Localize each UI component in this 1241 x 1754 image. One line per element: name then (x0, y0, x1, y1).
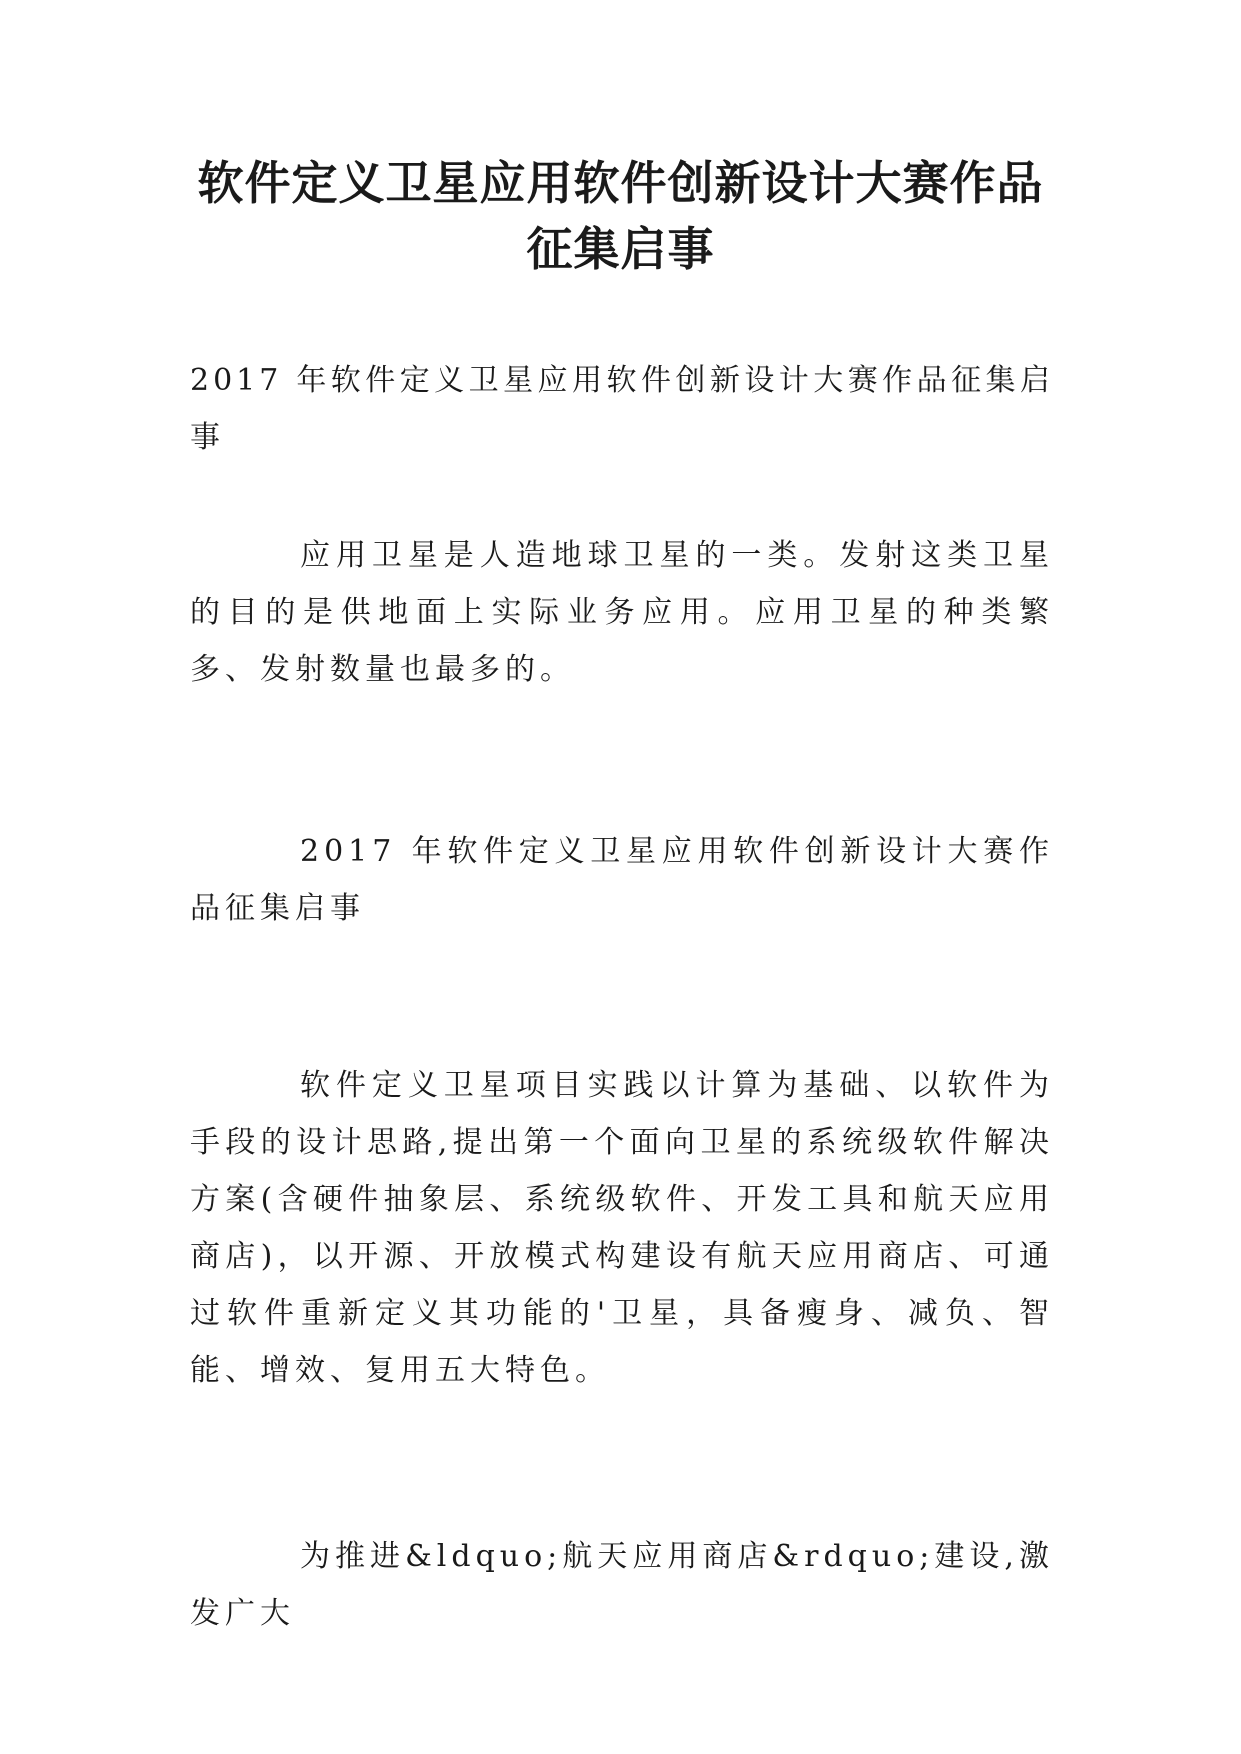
paragraph-3: 软件定义卫星项目实践以计算为基础、以软件为手段的设计思路,提出第一个面向卫星的系统级软件解决方案(含硬件抽象层、系统级软件、开发工具和航天应用商店)，以开源、开放模式构建设有航天应用商店、可通过软件重新定义其功能的'卫星，具备瘦身、减负、智能、增效、复用五大特色。 (190, 1068, 1054, 1388)
paragraph-2: 2017 年软件定义卫星应用软件创新设计大赛作品征集启事 (190, 834, 1054, 926)
title-line-1: 软件定义卫星应用软件创新设计大赛作品 (197, 156, 1044, 210)
document-subtitle: 2017 年软件定义卫星应用软件创新设计大赛作品征集启事 (190, 363, 1054, 455)
paragraph-1: 应用卫星是人造地球卫星的一类。发射这类卫星的目的是供地面上实际业务应用。应用卫星的种类繁多、发射数量也最多的。 (190, 538, 1054, 687)
paragraph-4: 为推进&ldquo;航天应用商店&rdquo;建设,激发广大 (190, 1539, 1054, 1631)
title-line-2: 征集启事 (526, 222, 715, 276)
document-title (150, 150, 1091, 282)
